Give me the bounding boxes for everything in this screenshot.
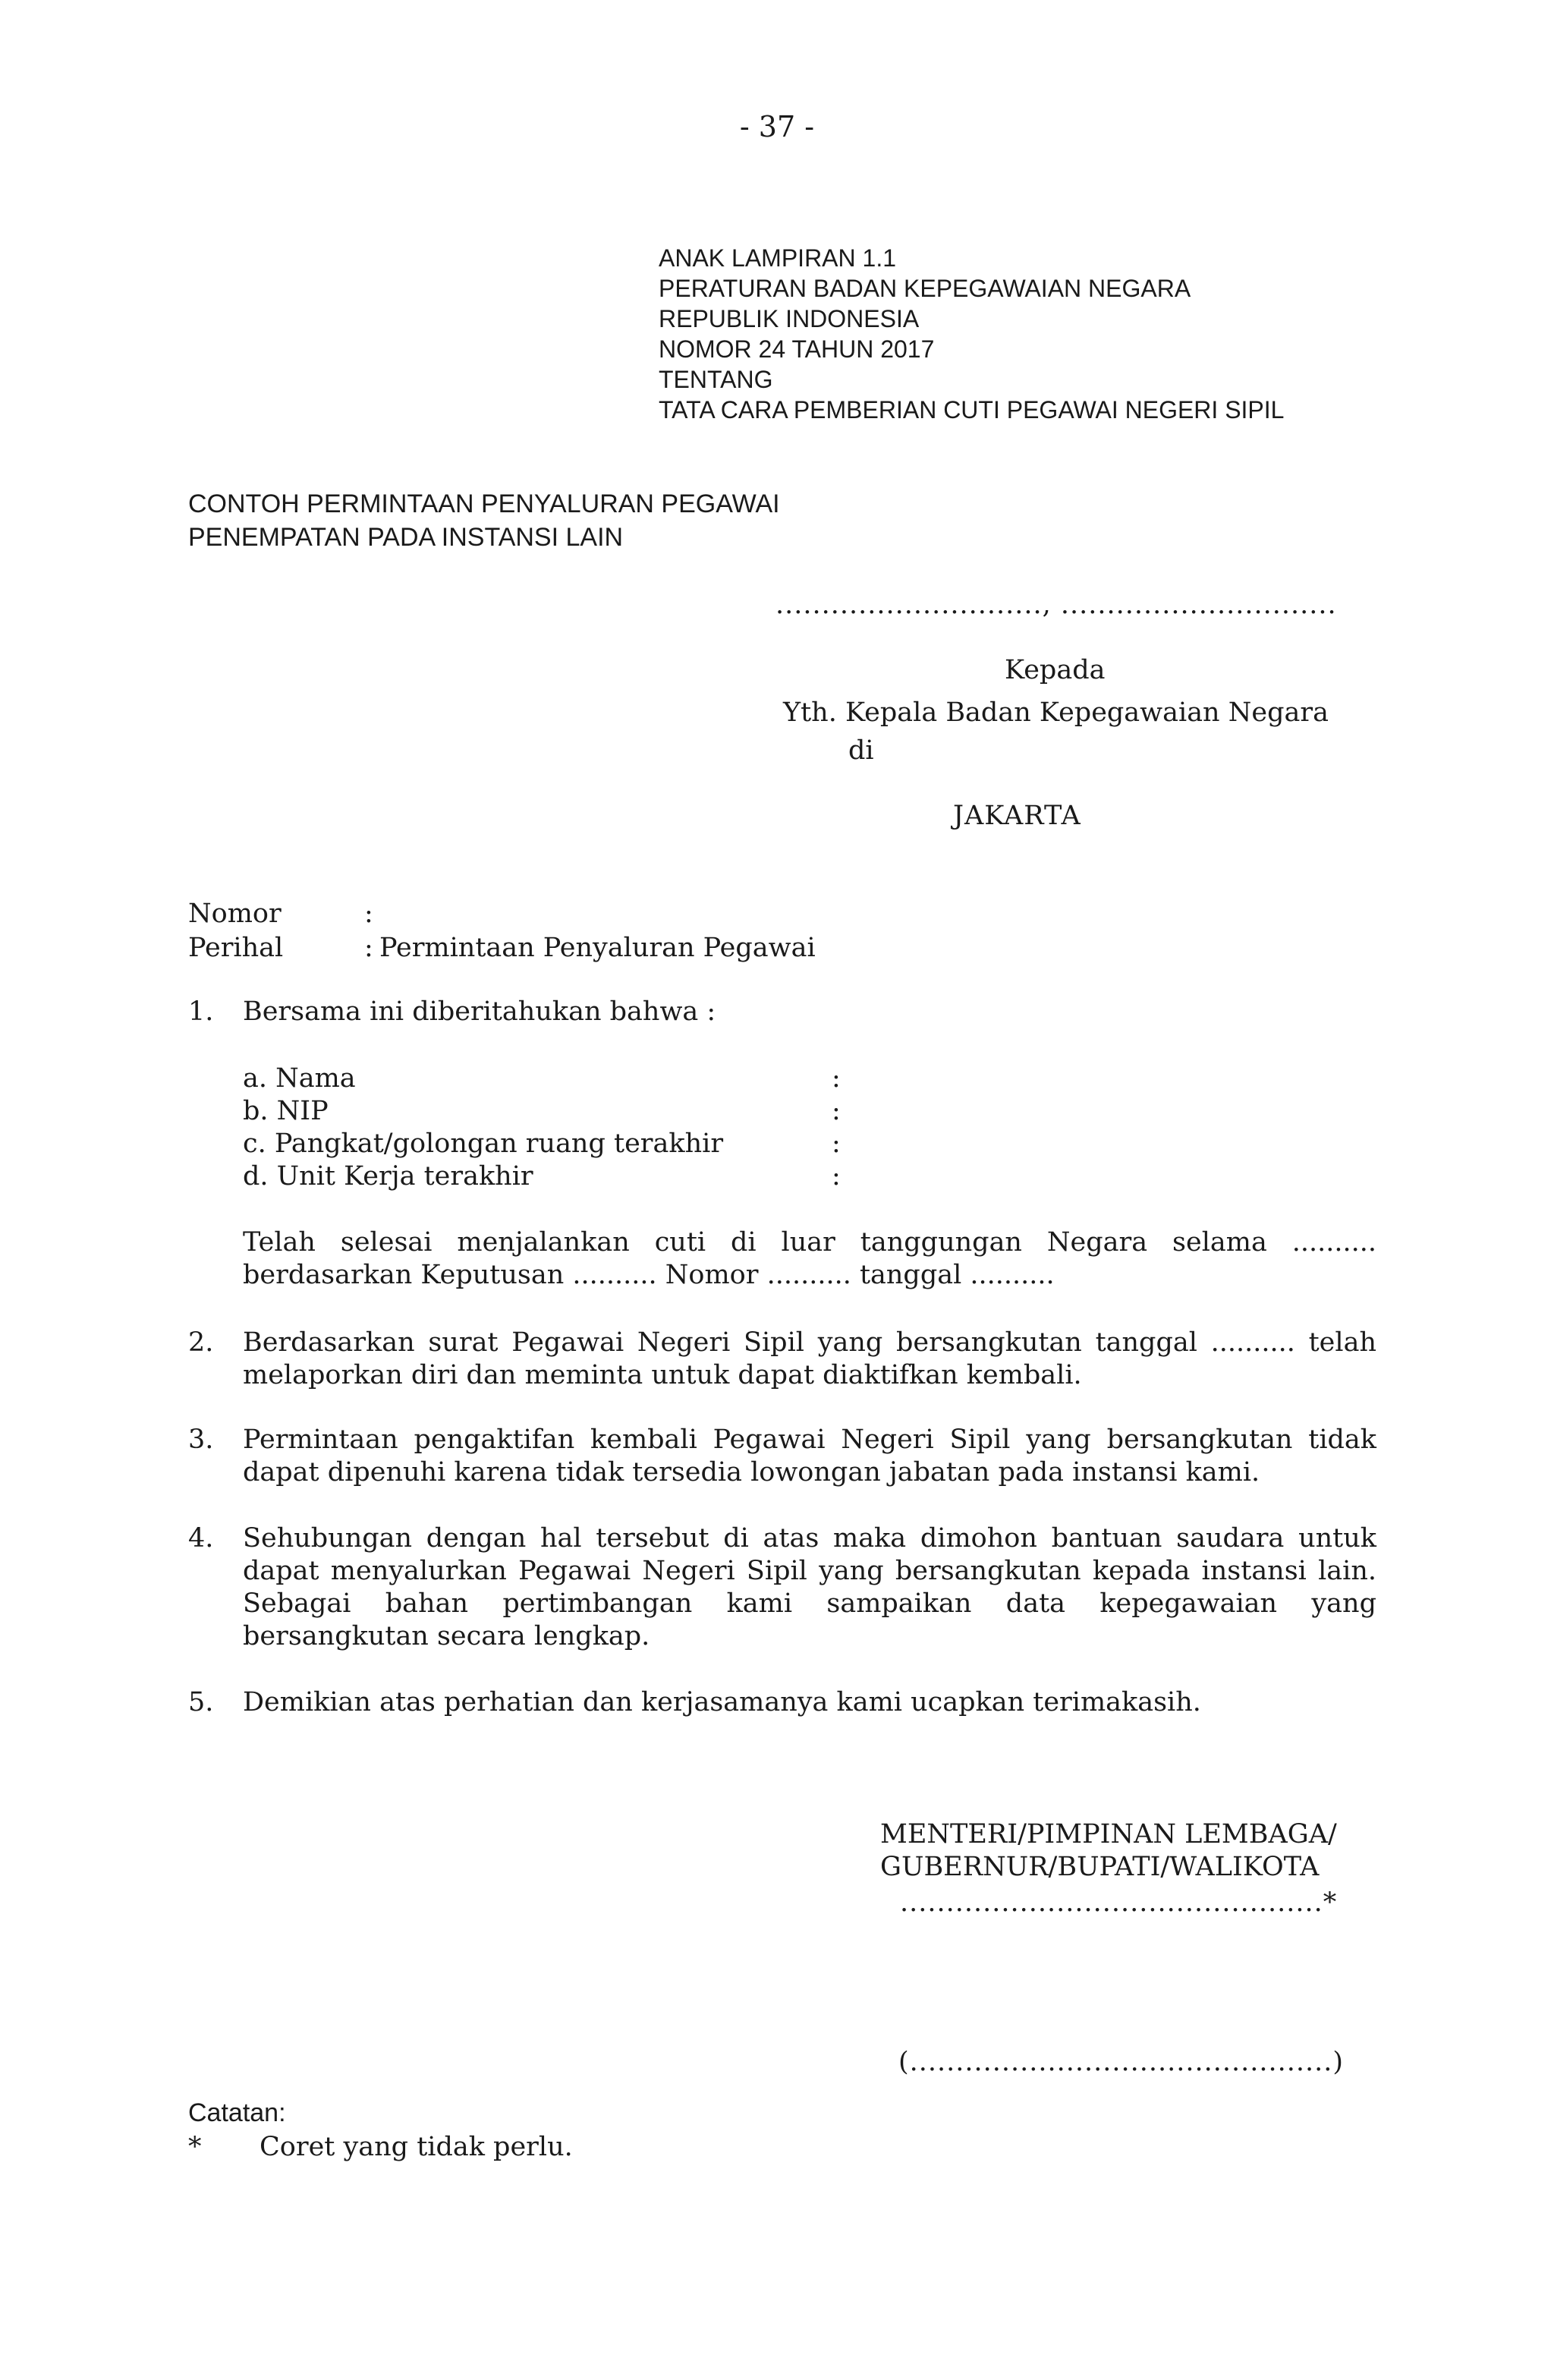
signature-title bbox=[880, 1818, 1337, 1884]
item3-text bbox=[243, 1424, 1376, 1489]
field-row bbox=[243, 1128, 841, 1160]
perihal-label: Perihal bbox=[188, 933, 284, 963]
page-number: - 37 - bbox=[739, 110, 815, 143]
item1-followup bbox=[243, 1226, 1376, 1292]
item-number: 3. bbox=[188, 1425, 214, 1455]
signature-dots: ..............................................* bbox=[900, 1887, 1338, 1918]
item5-text bbox=[243, 1686, 1376, 1719]
paragraph-line: Sehubungan dengan hal tersebut di atas maka dimohon bantuan saudara untuk bbox=[243, 1523, 1376, 1554]
field-separator: : bbox=[832, 1161, 841, 1192]
place-date-placeholder: ............................., .............................. bbox=[775, 590, 1337, 620]
paragraph-line: Telah selesai menjalankan cuti di luar tanggungan Negara selama .......... bbox=[243, 1227, 1376, 1258]
lampiran-header-line: NOMOR 24 TAHUN 2017 bbox=[659, 335, 935, 363]
field-row bbox=[243, 1095, 841, 1128]
signature-title-line: MENTERI/PIMPINAN LEMBAGA/ bbox=[880, 1819, 1337, 1850]
lampiran-header bbox=[659, 243, 1284, 425]
paragraph-line: Permintaan pengaktifan kembali Pegawai Negeri Sipil yang bersangkutan tidak bbox=[243, 1425, 1376, 1455]
document-title-line: PENEMPATAN PADA INSTANSI LAIN bbox=[188, 523, 624, 552]
item-number: 1. bbox=[188, 996, 214, 1027]
item1-line: Bersama ini diberitahukan bahwa : bbox=[243, 996, 716, 1027]
perihal-row bbox=[188, 932, 816, 965]
perihal-value: Permintaan Penyaluran Pegawai bbox=[379, 933, 816, 963]
lampiran-header-line: ANAK LAMPIRAN 1.1 bbox=[659, 244, 896, 272]
paragraph-line: dapat menyalurkan Pegawai Negeri Sipil yang bersangkutan kepada instansi lain. bbox=[243, 1556, 1376, 1586]
lampiran-header-line: TENTANG bbox=[659, 366, 773, 393]
item1-text bbox=[243, 996, 1376, 1028]
field-label: a. Nama bbox=[243, 1063, 356, 1094]
paragraph-line: berdasarkan Keputusan .......... Nomor .......... tanggal .......... bbox=[243, 1260, 1055, 1290]
item-number: 2. bbox=[188, 1327, 214, 1358]
document-title-line: CONTOH PERMINTAAN PENYALURAN PEGAWAI bbox=[188, 490, 780, 518]
paragraph-line: Sebagai bahan pertimbangan kami sampaikan data kepegawaian yang bbox=[243, 1588, 1376, 1619]
field-label: b. NIP bbox=[243, 1096, 329, 1126]
nomor-separator: : bbox=[364, 899, 373, 929]
field-label: c. Pangkat/golongan ruang terakhir bbox=[243, 1129, 724, 1159]
asterisk-mark: * bbox=[188, 2132, 202, 2162]
item-number: 5. bbox=[188, 1687, 214, 1717]
lampiran-header-line: PERATURAN BADAN KEPEGAWAIAN NEGARA bbox=[659, 275, 1191, 302]
recipient-name: Yth. Kepala Badan Kepegawaian Negara bbox=[783, 697, 1329, 728]
signature-title-line: GUBERNUR/BUPATI/WALIKOTA bbox=[880, 1852, 1320, 1882]
catatan-text: Coret yang tidak perlu. bbox=[260, 2132, 573, 2162]
lampiran-header-line: REPUBLIK INDONESIA bbox=[659, 305, 920, 332]
paragraph-line: dapat dipenuhi karena tidak tersedia lowongan jabatan pada instansi kami. bbox=[243, 1457, 1260, 1488]
nomor-row bbox=[188, 898, 379, 930]
catatan-item bbox=[188, 2131, 573, 2164]
paragraph-line: Berdasarkan surat Pegawai Negeri Sipil yang bersangkutan tanggal .......... telah bbox=[243, 1327, 1376, 1358]
recipient-di: di bbox=[848, 735, 874, 766]
item2-text bbox=[243, 1327, 1376, 1392]
item-number: 4. bbox=[188, 1523, 214, 1554]
nomor-label: Nomor bbox=[188, 899, 282, 929]
field-row bbox=[243, 1160, 841, 1193]
item4-text bbox=[243, 1522, 1376, 1653]
paragraph-line: Demikian atas perhatian dan kerjasamanya kami ucapkan terimakasih. bbox=[243, 1687, 1201, 1717]
field-label: d. Unit Kerja terakhir bbox=[243, 1161, 533, 1192]
field-separator: : bbox=[832, 1096, 841, 1126]
paragraph-line: melaporkan diri dan meminta untuk dapat diaktifkan kembali. bbox=[243, 1360, 1082, 1390]
paragraph-line: bersangkutan secara lengkap. bbox=[243, 1621, 650, 1651]
recipient-city: JAKARTA bbox=[953, 801, 1081, 831]
field-separator: : bbox=[832, 1129, 841, 1159]
signature-name-placeholder: (..............................................) bbox=[898, 2047, 1345, 2077]
perihal-separator: : bbox=[364, 933, 373, 963]
document-title bbox=[188, 487, 780, 554]
field-separator: : bbox=[832, 1063, 841, 1094]
catatan-label: Catatan: bbox=[188, 2098, 286, 2127]
recipient-kepada: Kepada bbox=[1005, 655, 1106, 685]
field-row bbox=[243, 1062, 841, 1095]
lampiran-header-line: TATA CARA PEMBERIAN CUTI PEGAWAI NEGERI SIPIL bbox=[659, 396, 1285, 423]
